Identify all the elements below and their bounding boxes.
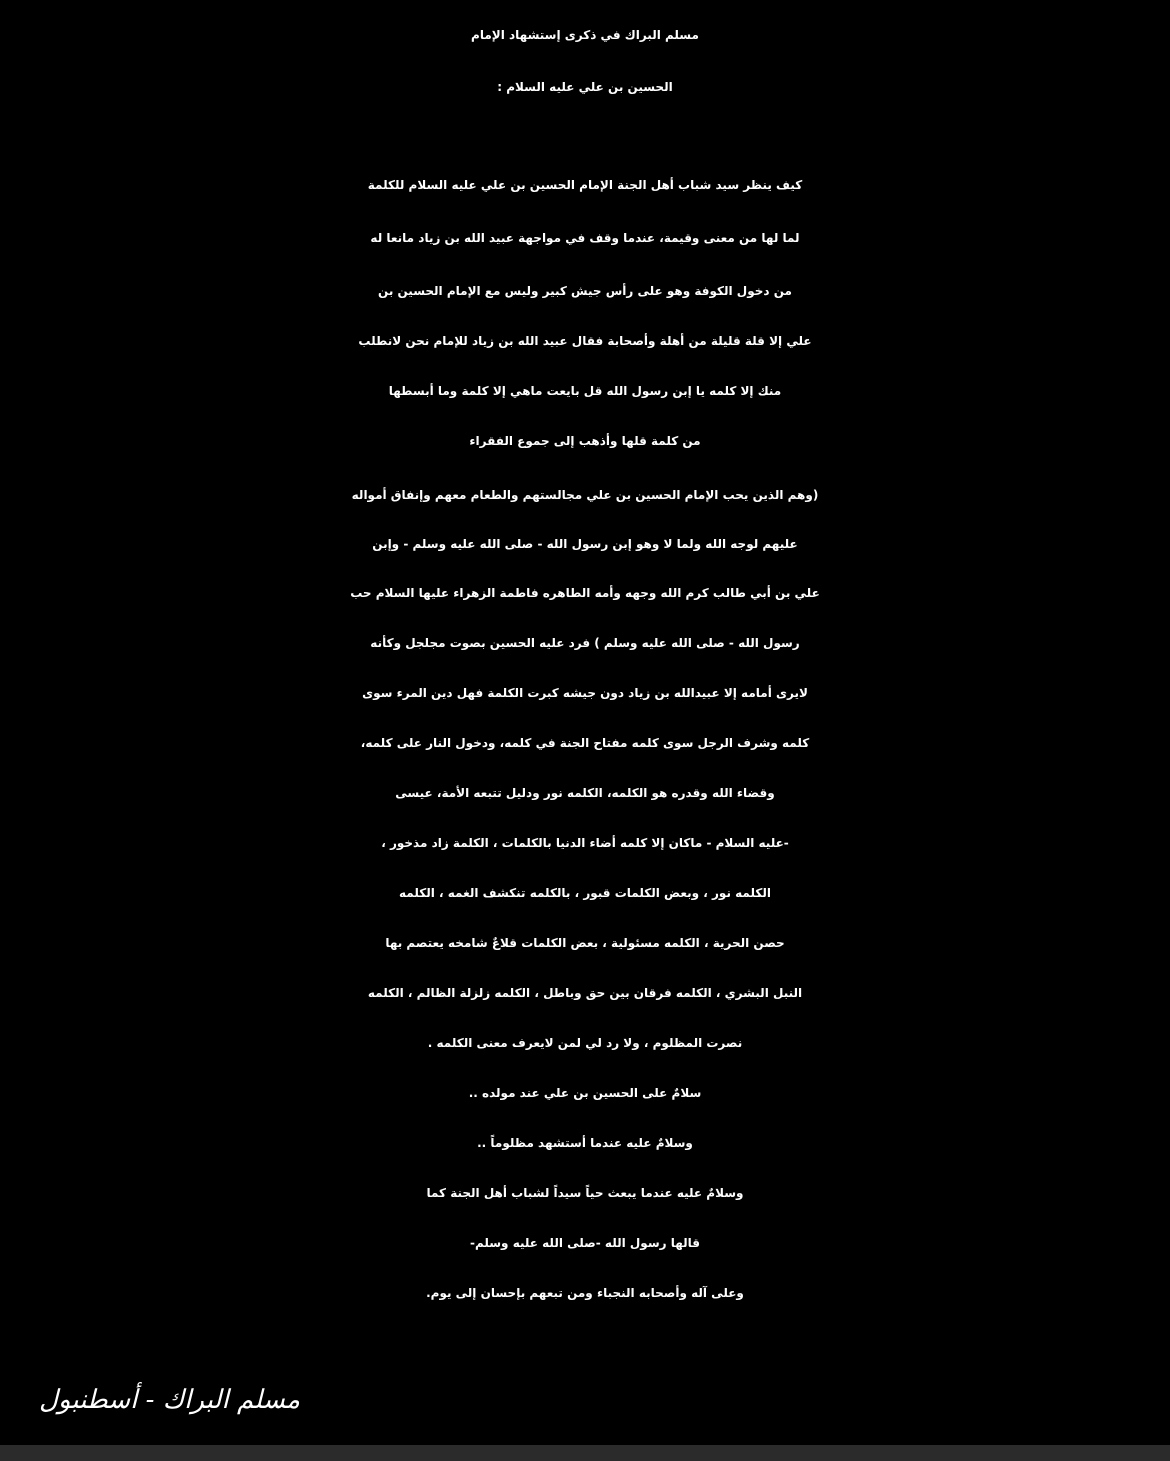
body-line-16: حصن الحرية ، الكلمه مسئولية ، بعض الكلمات قلاعٌ شامخه يعتصم بها (385, 936, 785, 950)
body-line-15: الكلمه نور ، وبعض الكلمات قبور ، بالكلمه تنكشف الغمه ، الكلمه (399, 886, 771, 900)
body-line-3: من دخول الكوفة وهو على رأس جيش كبير وليس مع الإمام الحسين بن (378, 284, 792, 298)
body-line-11: لايرى أمامه إلا عبيدالله بن زياد دون جيشه كبرت الكلمة فهل دين المرء سوى (362, 686, 808, 700)
title-line-1: مسلم البراك في ذكرى إستشهاد الإمام (471, 28, 699, 42)
body-line-6: من كلمة قلها وأذهب إلى جموع الفقراء (469, 434, 701, 448)
body-line-22: قالها رسول الله -صلى الله عليه وسلم- (469, 1236, 701, 1250)
body-line-20: وسلامٌ عليه عندما أستشهد مظلوماً .. (477, 1136, 693, 1150)
bottom-strip (0, 1445, 1170, 1461)
body-line-19: سلامٌ على الحسين بن علي عند مولده .. (468, 1086, 702, 1100)
body-line-14: -عليه السلام - ماكان إلا كلمه أضاء الدنيا بالكلمات ، الكلمة زاد مذخور ، (381, 836, 789, 850)
body-line-9: علي بن أبي طالب كرم الله وجهه وأمه الطاهره فاطمة الزهراء عليها السلام حب (350, 586, 820, 600)
body-line-7: (وهم الذين يحب الإمام الحسين بن علي مجالستهم والطعام معهم وإنفاق أمواله (351, 488, 819, 502)
body-line-2: لما لها من معنى وقيمة، عندما وقف في مواجهة عبيد الله بن زياد مانعا له (370, 231, 800, 245)
body-line-5: منك إلا كلمه يا إبن رسول الله قل بايعت ماهي إلا كلمة وما أبسطها (388, 384, 782, 398)
body-line-18: نصرت المظلوم ، ولا رد لي لمن لايعرف معنى الكلمه . (427, 1036, 743, 1050)
signature: مسلم البراك - أسطنبول (39, 1385, 300, 1415)
body-line-12: كلمه وشرف الرجل سوى كلمه مفتاح الجنة في كلمه، ودخول النار على كلمه، (360, 736, 810, 750)
body-line-17: النبل البشري ، الكلمه فرقان بين حق وباطل ، الكلمه زلزلة الظالم ، الكلمه (367, 986, 803, 1000)
body-line-13: وقضاء الله وقدره هو الكلمه، الكلمه نور ودليل تتبعه الأمة، عيسى (395, 786, 775, 800)
body-line-23: وعلى آله وأصحابه النجباء ومن تبعهم بإحسان إلى يوم. (426, 1286, 744, 1300)
body-line-1: كيف ينظر سيد شباب أهل الجنة الإمام الحسين بن علي عليه السلام للكلمة (367, 178, 803, 192)
body-line-10: رسول الله - صلى الله عليه وسلم ) فرد عليه الحسين بصوت مجلجل وكأنه (370, 636, 800, 650)
title-line-2: الحسين بن علي عليه السلام : (497, 80, 673, 94)
body-line-21: وسلامٌ عليه عندما يبعث حياً سيداً لشباب أهل الجنة كما (426, 1186, 744, 1200)
body-line-4: علي إلا قلة قليلة من أهلة وأصحابة فقال عبيد الله بن زياد للإمام نحن لانطلب (358, 334, 812, 348)
body-line-8: عليهم لوجه الله ولما لا وهو إبن رسول الله - صلى الله عليه وسلم - وإبن (372, 537, 798, 551)
